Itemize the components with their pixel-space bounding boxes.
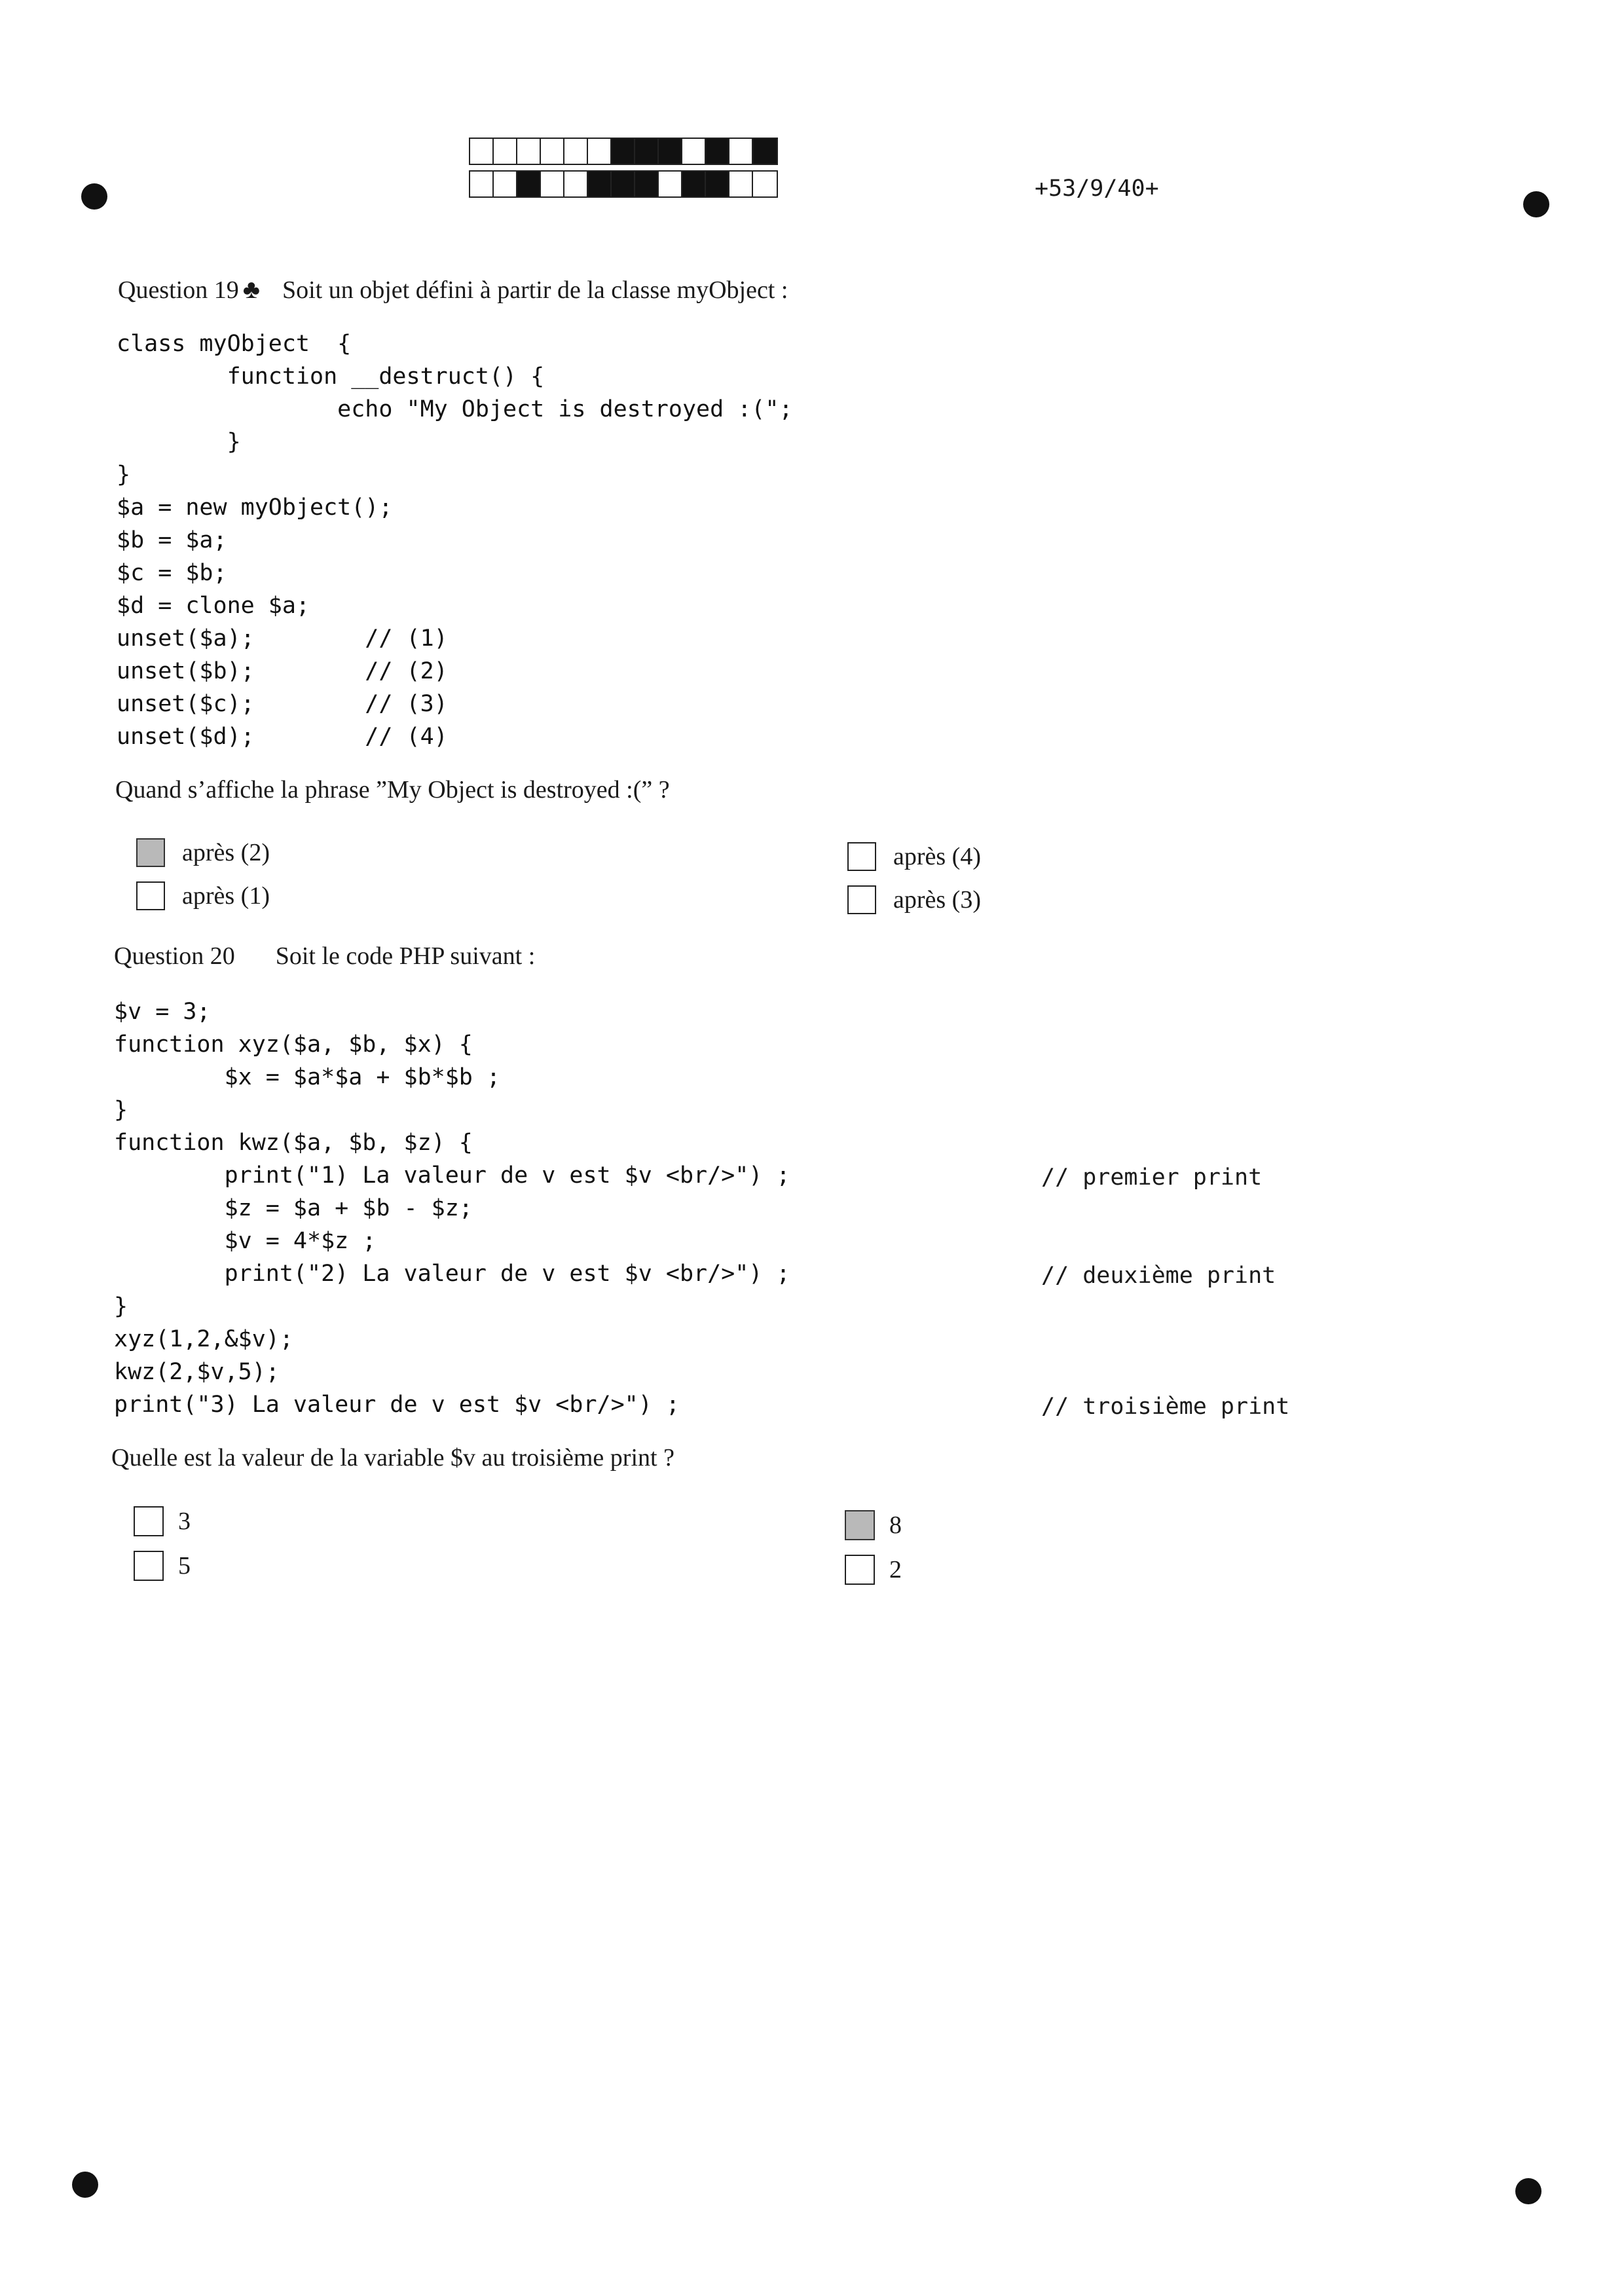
barcode-cell [659,172,682,196]
choice-label: après (4) [893,843,981,870]
barcode-cell [517,172,541,196]
barcode-cell [682,139,706,164]
barcode-cell [588,172,612,196]
checkbox[interactable] [845,1555,875,1585]
choice-label: après (1) [182,882,270,910]
question-prompt: Quand s’affiche la phrase ”My Object is destroyed :(” ? [115,776,670,804]
choice-label: 3 [178,1508,191,1535]
comment-premier-print: // premier print [1041,1164,1263,1191]
barcode-cell [635,172,659,196]
code-block: $v = 3; function xyz($a, $b, $x) { $x = $a*$a + $b*$b ; } function kwz($a, $b, $z) { print("1) La valeur de v est $v <br/>") ; $z = $a + $b - $z; $v = 4*$z ; print("2) La valeur de v est $v <br/>") ; } xyz(1,2,&$v); kwz(2,$v,5); print("3) La valeur de v est $v <br/>") ; [114,999,790,1418]
barcode-cell [659,139,682,164]
barcode-cell [706,139,729,164]
choice-label: 2 [889,1556,902,1583]
barcode-cell [753,172,777,196]
barcode-cell [612,172,635,196]
barcode-cell [612,139,635,164]
barcode-bottom [469,170,778,198]
barcode-cell [564,172,588,196]
barcode-cell [517,139,541,164]
choice-3[interactable] [134,1506,191,1536]
choice-5[interactable] [134,1551,191,1581]
barcode-cell [470,172,494,196]
barcode-top [469,138,778,165]
page-id: +53/9/40+ [1035,176,1159,202]
question-20-header [114,942,535,971]
registration-mark-bottom-right [1515,2178,1541,2204]
checkbox[interactable] [847,885,876,914]
question-prompt: Quelle est la valeur de la variable $v au troisième print ? [111,1444,674,1472]
choice-8[interactable] [845,1510,902,1540]
barcode-cell [494,172,517,196]
barcode-cell [635,139,659,164]
barcode-cell [541,172,564,196]
checkbox-checked[interactable] [136,838,165,867]
barcode-cell [682,172,706,196]
barcode-cell [588,139,612,164]
checkbox[interactable] [847,842,876,871]
choice-2[interactable] [845,1555,902,1585]
registration-mark-bottom-left [72,2172,98,2198]
choice-label: après (3) [893,886,981,914]
barcode-cell [729,172,753,196]
barcode-cell [753,139,777,164]
question-19-header [118,274,788,305]
registration-mark-top-left [81,183,107,210]
comment-deuxieme-print: // deuxième print [1041,1263,1276,1289]
question-intro: Soit un objet défini à partir de la classe myObject : [282,276,788,304]
checkbox[interactable] [134,1551,164,1581]
barcode-cell [494,139,517,164]
registration-mark-top-right [1523,191,1549,217]
barcode-cell [470,139,494,164]
question-intro: Soit le code PHP suivant : [275,942,536,970]
question-label: Question 19 [118,276,239,304]
club-icon: ♣ [242,274,260,304]
question-label: Question 20 [114,942,235,970]
barcode-cell [706,172,729,196]
comment-troisieme-print: // troisième print [1041,1394,1290,1420]
code-block: class myObject { function __destruct() { echo "My Object is destroyed :("; } } $a = new myObject(); $b = $a; $c = $b; $d = clone $a; unset($a); // (1) unset($b); // (2) unset($c); // (3) unset($d); // (4) [117,331,793,750]
choice-label: après (2) [182,839,270,866]
choice-apres-2[interactable] [136,838,270,867]
checkbox[interactable] [136,881,165,910]
choice-apres-1[interactable] [136,881,270,910]
barcode-cell [729,139,753,164]
checkbox-checked[interactable] [845,1510,875,1540]
barcode-cell [541,139,564,164]
choice-label: 8 [889,1511,902,1539]
barcode-cell [564,139,588,164]
choice-label: 5 [178,1552,191,1580]
checkbox[interactable] [134,1506,164,1536]
choice-apres-3[interactable] [847,885,981,914]
choice-apres-4[interactable] [847,842,981,871]
